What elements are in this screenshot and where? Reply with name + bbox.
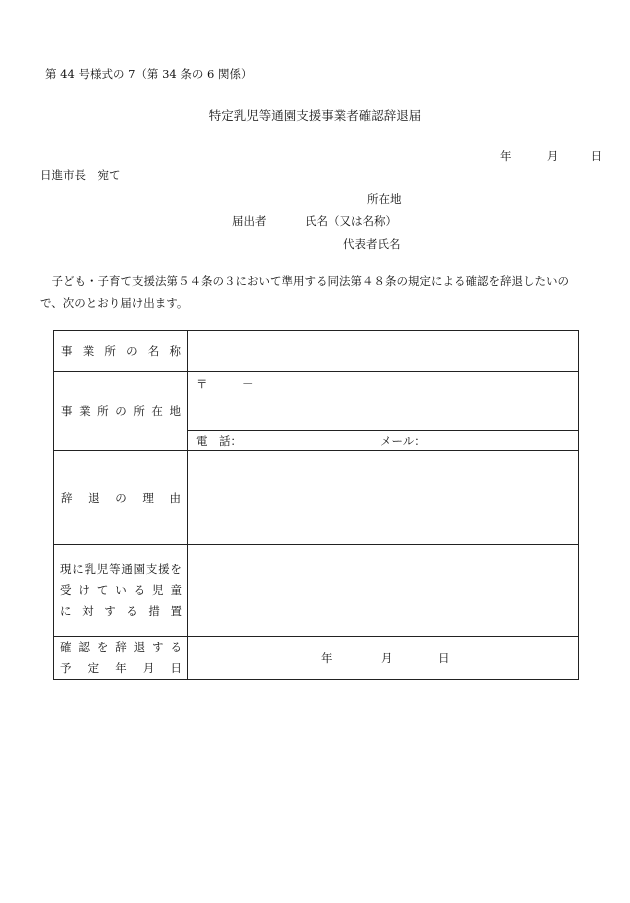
scheduled-day: 日 (438, 651, 450, 665)
char: 在 (151, 404, 163, 418)
char: 地 (169, 404, 181, 418)
scheduled-date-field[interactable] (188, 637, 579, 680)
measures-label: 現 に 乳 児 等 通 園 支 援 を 受 け て い る 児 童 に 対 す る 措 置 (54, 545, 188, 637)
row-measures (54, 545, 579, 637)
measures-field[interactable] (188, 545, 579, 637)
date-day: 日 (590, 149, 603, 163)
postal-mark: 〒 (196, 377, 208, 391)
office-address-field[interactable] (188, 372, 579, 431)
row-office-name (54, 331, 579, 372)
char: の (115, 404, 127, 418)
name-label: 氏名（又は名称） (305, 214, 397, 228)
form-number: 第 44 号様式の 7（第 34 条の 6 関係） (45, 67, 253, 81)
office-address-label (54, 372, 188, 451)
char: 名 (147, 344, 160, 358)
row-reason (54, 451, 579, 545)
mail-label: メール： (380, 434, 426, 448)
submission-date (500, 148, 602, 164)
reason-field[interactable] (188, 451, 579, 545)
row-scheduled-date (54, 637, 579, 680)
char: 事 (61, 404, 73, 418)
contact-field[interactable] (188, 431, 579, 451)
notification-table (53, 330, 579, 680)
char: の (115, 490, 127, 505)
notifier-label: 届出者 (232, 214, 267, 228)
row-office-address (54, 372, 579, 431)
char: 所 (133, 404, 145, 418)
document-title: 特定乳児等通園支援事業者確認辞退届 (208, 108, 422, 123)
tel-label: 電 話： (196, 434, 242, 448)
char: 業 (79, 404, 91, 418)
char: 業 (82, 344, 95, 358)
date-month: 月 (546, 149, 559, 163)
char: 事 (61, 344, 73, 358)
char: 所 (97, 404, 109, 418)
reason-label (54, 451, 188, 545)
char: 辞 (61, 490, 73, 505)
scheduled-month: 月 (381, 651, 393, 665)
char: 所 (104, 344, 116, 358)
body-text: 子ども・子育て支援法第５４条の３において準用する同法第４８条の規定による確認を辞退したいので、次のとおり届け出ます。 (40, 274, 569, 310)
char: 称 (169, 344, 181, 358)
postal-dash: － (242, 377, 254, 391)
representative-label: 代表者氏名 (343, 237, 401, 251)
scheduled-year: 年 (321, 651, 333, 665)
char: 理 (142, 490, 154, 505)
office-name-field[interactable] (188, 331, 579, 372)
office-name-label (54, 331, 188, 372)
scheduled-date-label: 確 認 を 辞 退 す る 予 定 年 月 日 (54, 637, 188, 680)
addressee: 日進市長 宛て (40, 168, 121, 182)
date-year: 年 (500, 149, 512, 163)
char: の (126, 344, 138, 358)
char: 退 (88, 490, 100, 505)
address-label: 所在地 (367, 192, 402, 206)
char: 由 (169, 490, 181, 505)
